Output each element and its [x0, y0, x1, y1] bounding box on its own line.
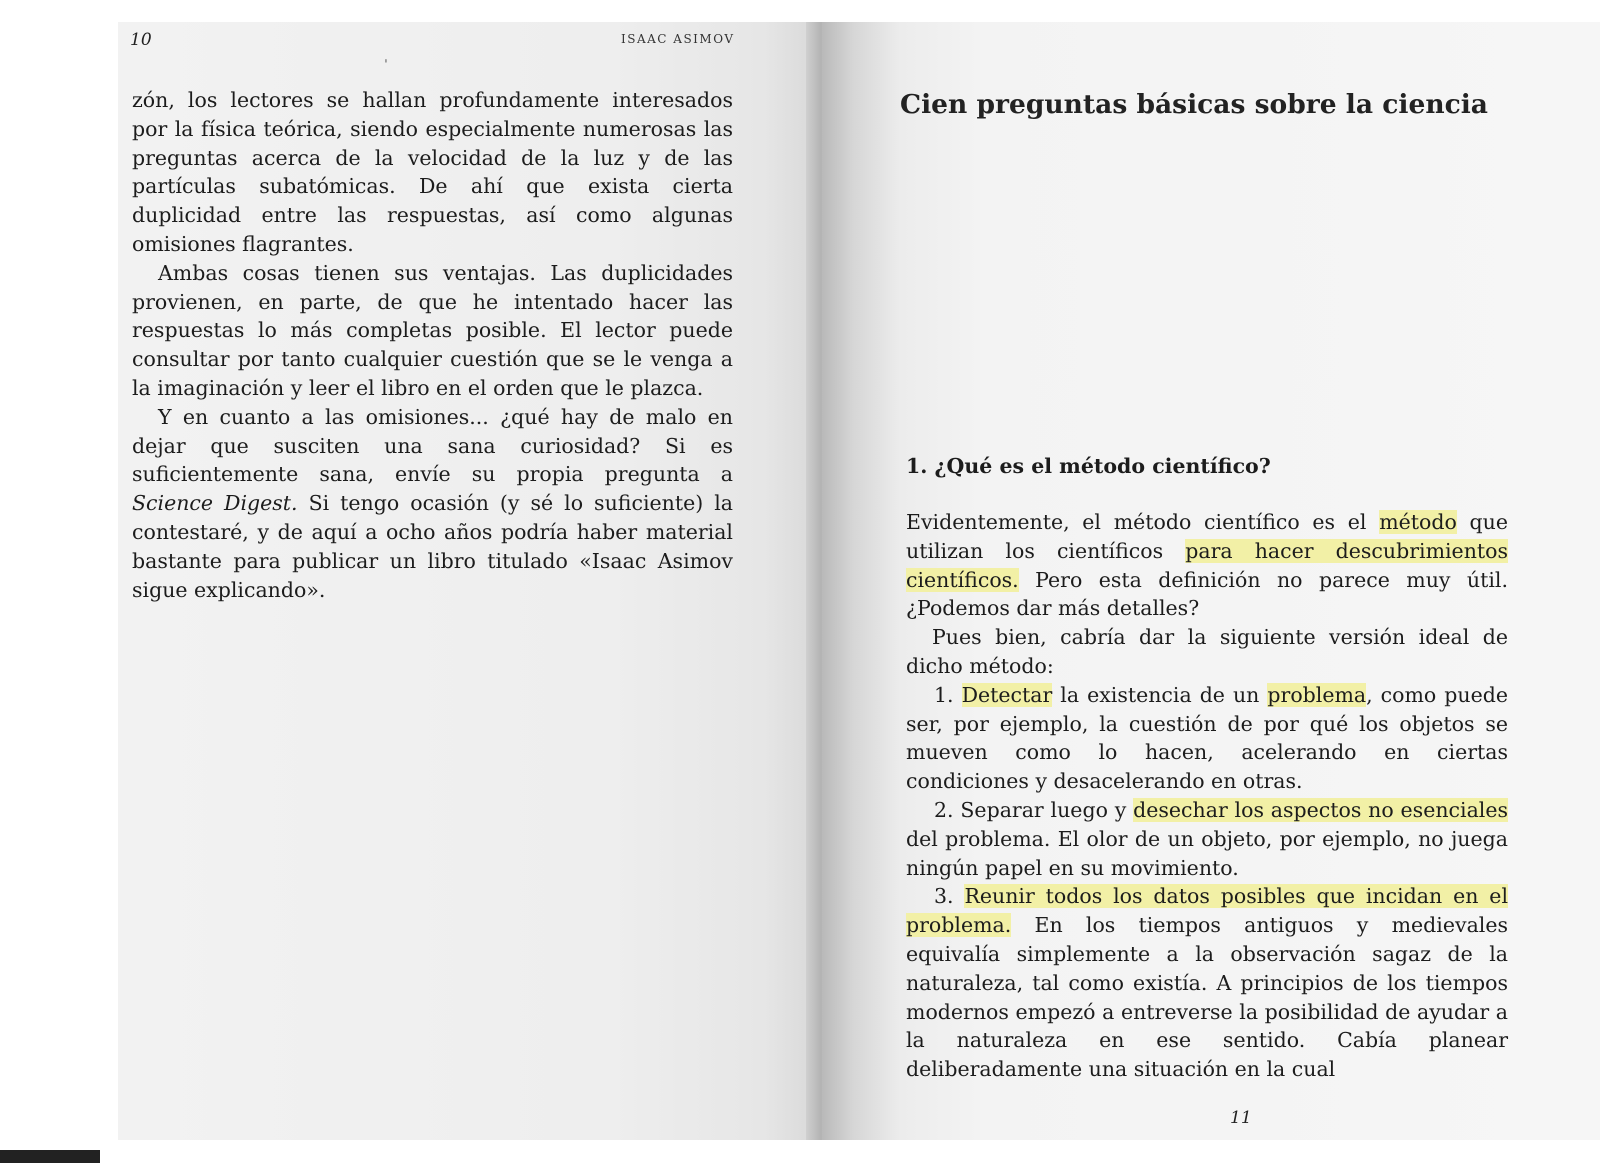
text-run: Evidentemente, el método científico es el	[906, 510, 1380, 534]
paragraph	[132, 403, 733, 605]
paragraph: Pues bien, cabría dar la siguiente versión ideal de dicho método:	[906, 625, 1508, 678]
text-run: En los tiempos antiguos y medievales equivalía simplemente a la observación sagaz de la naturaleza, tal como existía. A principios de los tiempos modernos empezó a entreverse la posibilidad de ayudar a la naturaleza en ese sentido. Cabía planear deliberadamente una situación en la cual	[906, 913, 1508, 1082]
list-item	[906, 882, 1508, 1084]
paragraph: zón, los lectores se hallan profundamente interesados por la física teórica, siendo especialmente numerosas las preguntas acerca de la velocidad de la luz y de las partículas subatómicas. De ahí que exista cierta duplicidad entre las respuestas, así como algunas omisiones flagrantes.	[132, 88, 733, 256]
highlighted-text: Detectar	[961, 682, 1053, 707]
right-page	[822, 22, 1600, 1140]
list-number: 2.	[934, 797, 961, 822]
question-heading: 1. ¿Qué es el método científico?	[906, 454, 1271, 478]
text-run: que utilizan los científicos	[906, 510, 1508, 563]
left-body-text	[132, 86, 733, 604]
left-page	[118, 22, 820, 1140]
highlighted-text: desechar los aspectos no esenciales	[1133, 797, 1509, 822]
list-item	[906, 681, 1508, 796]
text-run: Y en cuanto a las omisiones... ¿qué hay de malo en dejar que susciten una sana curiosidad? Si es suficientemente sana, envíe su propia pregunta a	[132, 404, 733, 487]
running-head: ISAAC ASIMOV	[621, 32, 735, 46]
right-page-number: 11	[1230, 1108, 1252, 1128]
scan-edge	[0, 1150, 100, 1163]
stray-mark: ˈ	[384, 58, 388, 74]
left-page-number: 10	[130, 30, 152, 50]
italic-title: Science Digest.	[132, 491, 298, 516]
highlighted-text: Reunir todos los datos posibles que incidan en el problema.	[906, 884, 1508, 938]
list-number: 3.	[934, 884, 965, 909]
list-number: 1.	[934, 682, 962, 707]
highlighted-text: para hacer descubrimientos científicos.	[906, 538, 1508, 592]
paragraph: Ambas cosas tienen sus ventajas. Las duplicidades provienen, en parte, de que he intentado hacer las respuestas lo más completas posible. El lector puede consultar por tanto cualquier cuestión que se le venga a la imaginación y leer el libro en el orden que le plazca.	[132, 260, 733, 400]
highlighted-text: problema	[1267, 682, 1367, 707]
text-run: del problema. El olor de un objeto, por ejemplo, no juega ningún papel en su movimiento.	[906, 826, 1508, 880]
chapter-title: Cien preguntas básicas sobre la ciencia	[900, 89, 1488, 120]
text-run: la existencia de un	[1052, 682, 1268, 707]
text-run: Separar luego y	[960, 797, 1134, 822]
paragraph	[906, 508, 1508, 623]
list-item	[906, 796, 1508, 882]
highlighted-text: método	[1379, 510, 1457, 534]
scan-bottom-margin	[0, 1140, 1600, 1163]
text-run: Pero esta definición no parece muy útil. ¿Podemos dar más detalles?	[906, 567, 1508, 621]
right-body-text	[906, 508, 1508, 1084]
text-run: , como puede ser, por ejemplo, la cuestión de por qué los objetos se mueven como lo hacen, acelerando en ciertas condiciones y desacelerando en otras.	[906, 682, 1509, 794]
text-run: Si tengo ocasión (y sé lo suficiente) la contestaré, y de aquí a ocho años podría haber material bastante para publicar un libro titulado «Isaac Asimov sigue explicando».	[132, 491, 733, 602]
